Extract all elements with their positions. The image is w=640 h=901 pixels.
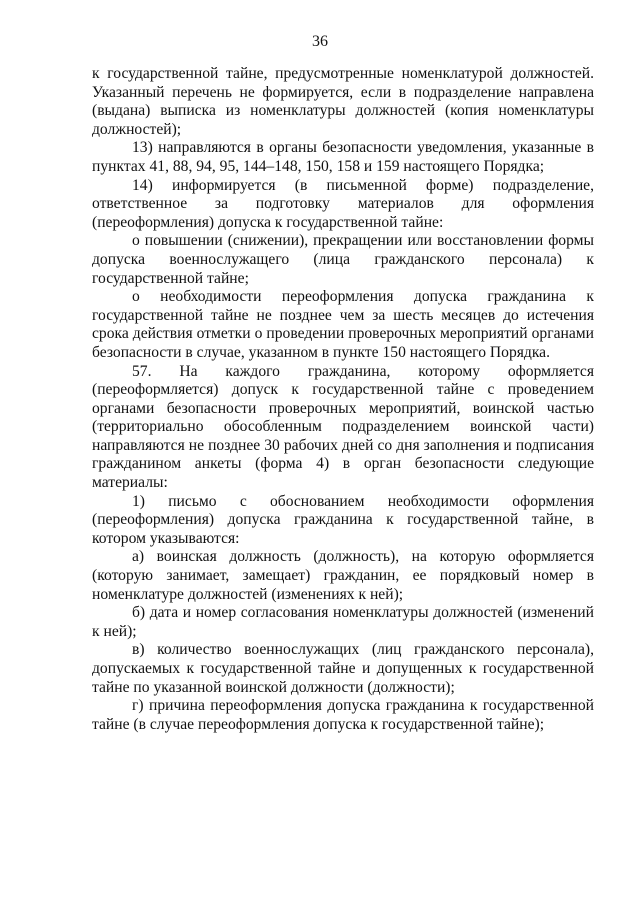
paragraph-subitem-b: б) дата и номер согласования номенклатуры должностей (изменений к ней); (92, 604, 594, 640)
paragraph-continuation: к государственной тайне, предусмотренные номенклатурой должностей. Указанный перечень не формируется, если в подразделение направлена (выдана) выписка из номенклатуры должностей (копия номенклатуры должностей); (92, 65, 594, 138)
paragraph-item-14-sub-1: о повышении (снижении), прекращении или восстановлении формы допуска военнослужащего (лица гражданского персонала) к государственной тайне; (92, 232, 594, 287)
document-body (92, 65, 594, 734)
paragraph-clause-57-item-1: 1) письмо с обоснованием необходимости оформления (переоформления) допуска гражданина к государственной тайне, в котором указываются: (92, 492, 594, 547)
paragraph-item-14-sub-2: о необходимости переоформления допуска гражданина к государственной тайне не позднее чем за шесть месяцев до истечения срока действия отметки о проведении проверочных мероприятий органами безопасности в случае, указанном в пункте 150 настоящего Порядка. (92, 288, 594, 361)
paragraph-subitem-v: в) количество военнослужащих (лиц гражданского персонала), допускаемых к государственной тайне и допущенных к государственной тайне по указанной воинской должности (должности); (92, 641, 594, 696)
paragraph-clause-57: 57. На каждого гражданина, которому оформляется (переоформляется) допуск к государственной тайне с проведением органами безопасности проверочных мероприятий, воинской частью (территориально обособленным подразделением воинской части) направляются не позднее 30 рабочих дней со дня заполнения и подписания гражданином анкеты (форма 4) в орган безопасности следующие материалы: (92, 362, 594, 492)
paragraph-subitem-g: г) причина переоформления допуска гражданина к государственной тайне (в случае переоформления допуска к государственной тайне); (92, 697, 594, 733)
paragraph-subitem-a: а) воинская должность (должность), на которую оформляется (которую занимает, замещает) гражданин, ее порядковый номер в номенклатуре должностей (изменениях к ней); (92, 548, 594, 603)
page-number: 36 (312, 33, 328, 50)
paragraph-item-14: 14) информируется (в письменной форме) подразделение, ответственное за подготовку материалов для оформления (переоформления) допуска к государственной тайне: (92, 176, 594, 231)
paragraph-item-13: 13) направляются в органы безопасности уведомления, указанные в пунктах 41, 88, 94, 95, 144–148, 150, 158 и 159 настоящего Порядка; (92, 139, 594, 175)
